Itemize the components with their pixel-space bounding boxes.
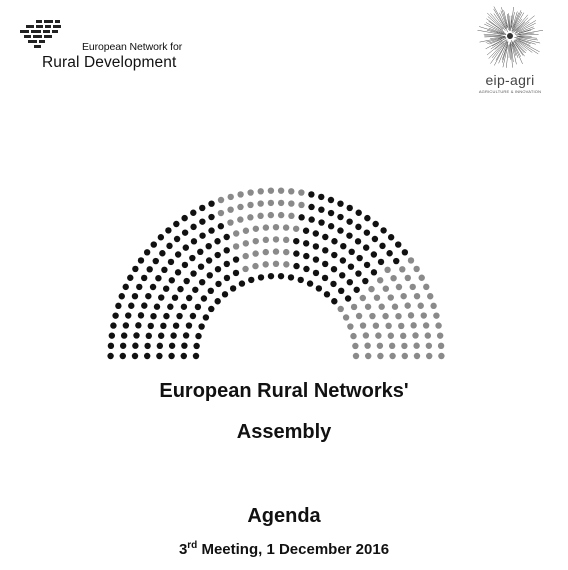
agenda-heading: Agenda — [247, 505, 321, 527]
document-title-line2: Assembly — [236, 421, 332, 443]
starburst-logo-icon — [474, 2, 546, 74]
meeting-ordinal: 3 — [178, 541, 188, 558]
document-title-line1: European Rural Networks' — [159, 380, 409, 402]
eip-agri-logo-tagline: AGRICULTURE & INNOVATION — [478, 89, 542, 94]
enrd-logo-line1: European Network for — [82, 41, 183, 53]
enrd-grid-logo-icon — [20, 20, 68, 50]
enrd-logo-line2: Rural Development — [42, 54, 177, 71]
meeting-date-text: Meeting, 1 December 2016 — [197, 541, 390, 558]
meeting-ordinal-suffix: rd — [187, 540, 198, 551]
eip-agri-logo — [470, 2, 550, 98]
parliament-hemicycle-icon — [106, 186, 446, 366]
meeting-date-line — [0, 541, 568, 558]
enrd-logo — [20, 18, 183, 74]
eip-agri-logo-name: eip-agri — [485, 72, 535, 88]
